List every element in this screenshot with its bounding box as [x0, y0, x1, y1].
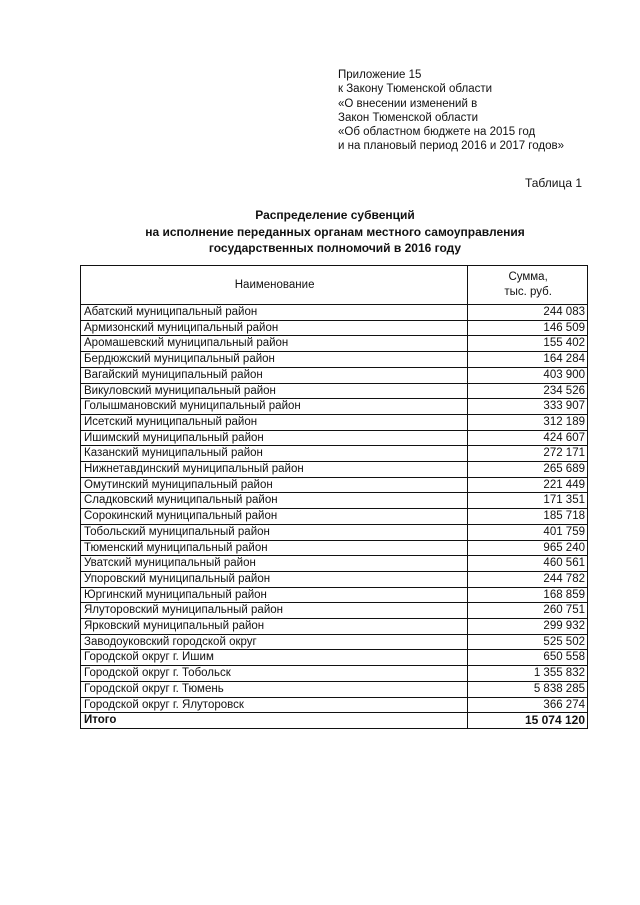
row-value: 460 561 [468, 556, 588, 572]
title-line: Распределение субвенций [255, 208, 415, 222]
appendix-line: «Об областном бюджете на 2015 год [338, 126, 536, 139]
row-value: 403 900 [468, 367, 588, 383]
row-name: Городской округ г. Тюмень [81, 681, 468, 697]
row-name: Юргинский муниципальный район [81, 587, 468, 603]
row-name: Аромашевский муниципальный район [81, 336, 468, 352]
row-value: 299 932 [468, 619, 588, 635]
header-name: Наименование [81, 266, 468, 305]
row-name: Викуловский муниципальный район [81, 383, 468, 399]
appendix-line: и на плановый период 2016 и 2017 годов» [338, 140, 564, 153]
row-name: Омутинский муниципальный район [81, 477, 468, 493]
row-name: Бердюжский муниципальный район [81, 352, 468, 368]
table-row [81, 305, 588, 321]
row-value: 401 759 [468, 524, 588, 540]
table-row [81, 383, 588, 399]
row-value: 333 907 [468, 399, 588, 415]
header-sum-line: Сумма, [508, 271, 548, 283]
table-row [81, 634, 588, 650]
table-row [81, 477, 588, 493]
row-name: Городской округ г. Ишим [81, 650, 468, 666]
title-line: на исполнение переданных органам местного самоуправления [145, 224, 525, 239]
row-value: 424 607 [468, 430, 588, 446]
row-value: 244 083 [468, 305, 588, 321]
table-header-row [81, 266, 588, 305]
table-row [81, 493, 588, 509]
table-row [81, 697, 588, 713]
table-row [81, 399, 588, 415]
row-value: 366 274 [468, 697, 588, 713]
table-body [81, 305, 588, 729]
table-row [81, 430, 588, 446]
table-row [81, 540, 588, 556]
table-row [81, 352, 588, 368]
subvention-table [80, 265, 588, 729]
table-row [81, 571, 588, 587]
row-name: Тюменский муниципальный район [81, 540, 468, 556]
table-row [81, 603, 588, 619]
table-row [81, 556, 588, 572]
row-value: 168 859 [468, 587, 588, 603]
row-name: Городской округ г. Ялуторовск [81, 697, 468, 713]
row-value: 5 838 285 [468, 681, 588, 697]
row-name: Казанский муниципальный район [81, 446, 468, 462]
row-value: 1 355 832 [468, 666, 588, 682]
row-name: Голышмановский муниципальный район [81, 399, 468, 415]
table-row [81, 587, 588, 603]
appendix-header [338, 68, 628, 154]
row-value: 234 526 [468, 383, 588, 399]
row-name: Ишимский муниципальный район [81, 430, 468, 446]
header-sum-line: тыс. руб. [504, 286, 552, 298]
row-value: 164 284 [468, 352, 588, 368]
row-name: Сорокинский муниципальный район [81, 509, 468, 525]
row-value: 244 782 [468, 571, 588, 587]
row-value: 265 689 [468, 462, 588, 478]
row-name: Ярковский муниципальный район [81, 619, 468, 635]
table-number-label: Таблица 1 [524, 176, 582, 190]
title-line: государственных полномочий в 2016 году [208, 241, 462, 255]
header-sum [468, 266, 588, 305]
table-row [81, 462, 588, 478]
row-name: Упоровский муниципальный район [81, 571, 468, 587]
table-row [81, 524, 588, 540]
table-row [81, 666, 588, 682]
table-row [81, 681, 588, 697]
total-value: 15 074 120 [468, 713, 588, 729]
row-value: 221 449 [468, 477, 588, 493]
table-row [81, 619, 588, 635]
row-name: Ялуторовский муниципальный район [81, 603, 468, 619]
row-name: Вагайский муниципальный район [81, 367, 468, 383]
appendix-line: к Закону Тюменской области [338, 83, 493, 96]
row-value: 525 502 [468, 634, 588, 650]
row-value: 272 171 [468, 446, 588, 462]
row-name: Тобольский муниципальный район [81, 524, 468, 540]
row-value: 146 509 [468, 320, 588, 336]
table-row [81, 320, 588, 336]
table-row [81, 509, 588, 525]
row-value: 312 189 [468, 414, 588, 430]
row-value: 260 751 [468, 603, 588, 619]
row-value: 155 402 [468, 336, 588, 352]
total-row [81, 713, 588, 729]
row-name: Сладковский муниципальный район [81, 493, 468, 509]
table-row [81, 414, 588, 430]
row-value: 965 240 [468, 540, 588, 556]
row-name: Исетский муниципальный район [81, 414, 468, 430]
table-row [81, 446, 588, 462]
appendix-line: Закон Тюменской области [338, 111, 479, 124]
row-value: 185 718 [468, 509, 588, 525]
row-name: Уватский муниципальный район [81, 556, 468, 572]
document-title [80, 207, 590, 257]
appendix-line: «О внесении изменений в [338, 97, 478, 110]
table-row [81, 650, 588, 666]
row-name: Армизонский муниципальный район [81, 320, 468, 336]
row-name: Городской округ г. Тобольск [81, 666, 468, 682]
table-row [81, 367, 588, 383]
row-value: 650 558 [468, 650, 588, 666]
row-name: Абатский муниципальный район [81, 305, 468, 321]
row-name: Нижнетавдинский муниципальный район [81, 462, 468, 478]
table-row [81, 336, 588, 352]
appendix-line: Приложение 15 [338, 69, 422, 81]
row-name: Заводоуковский городской округ [81, 634, 468, 650]
row-value: 171 351 [468, 493, 588, 509]
total-label: Итого [81, 713, 468, 729]
